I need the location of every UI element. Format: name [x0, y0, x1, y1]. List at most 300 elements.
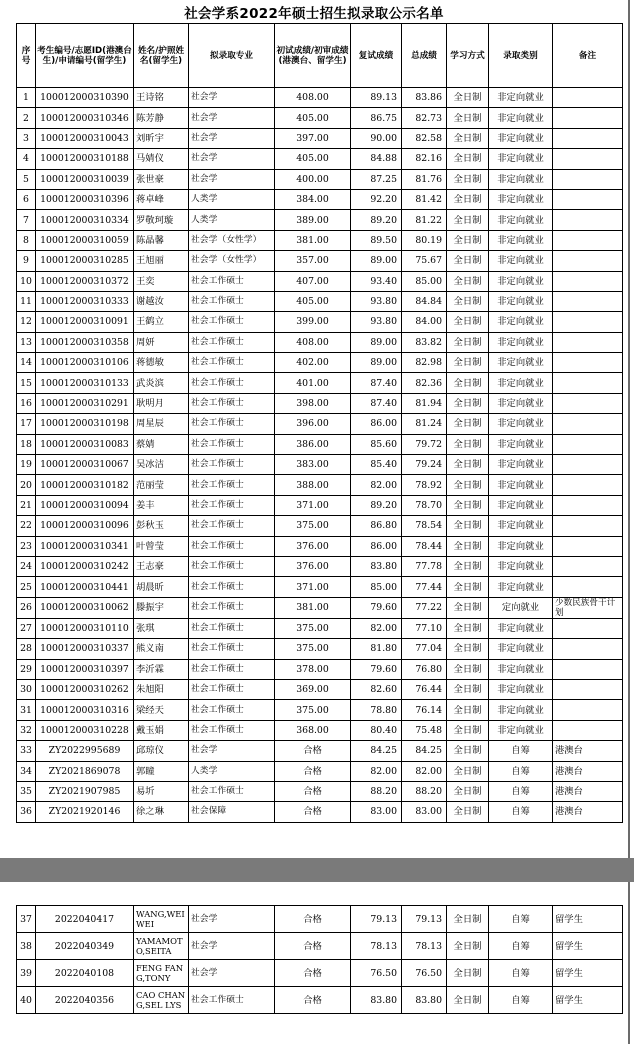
table-row [17, 741, 623, 761]
remark: 港澳台 [553, 802, 623, 822]
total-score: 83.80 [402, 987, 447, 1014]
admission-table-continued [16, 905, 623, 1014]
retest-score: 82.60 [351, 679, 402, 699]
table-row [17, 414, 623, 434]
candidate-id: 100012000310390 [36, 88, 134, 108]
major: 社会工作硕士 [189, 597, 275, 618]
admission-type: 非定向就业 [489, 271, 553, 291]
remark: 港澳台 [553, 741, 623, 761]
admission-type: 自筹 [489, 761, 553, 781]
initial-score: 369.00 [275, 679, 351, 699]
major: 社会工作硕士 [189, 556, 275, 576]
remark [553, 251, 623, 271]
row-number: 30 [17, 679, 36, 699]
row-number: 32 [17, 720, 36, 740]
remark [553, 108, 623, 128]
admission-type: 非定向就业 [489, 189, 553, 209]
candidate-name: 郭瞳 [134, 761, 189, 781]
study-mode: 全日制 [447, 434, 489, 454]
remark [553, 373, 623, 393]
major: 社会工作硕士 [189, 495, 275, 515]
study-mode: 全日制 [447, 271, 489, 291]
admission-type: 非定向就业 [489, 373, 553, 393]
candidate-name: 耿明月 [134, 393, 189, 413]
retest-score: 82.00 [351, 475, 402, 495]
initial-score: 396.00 [275, 414, 351, 434]
candidate-id: 100012000310341 [36, 536, 134, 556]
retest-score: 79.13 [351, 906, 402, 933]
remark: 港澳台 [553, 781, 623, 801]
study-mode: 全日制 [447, 393, 489, 413]
retest-score: 89.20 [351, 495, 402, 515]
admission-type: 非定向就业 [489, 108, 553, 128]
row-number: 14 [17, 353, 36, 373]
row-number: 9 [17, 251, 36, 271]
remark [553, 434, 623, 454]
retest-score: 84.88 [351, 149, 402, 169]
row-number: 28 [17, 639, 36, 659]
total-score: 85.00 [402, 271, 447, 291]
admission-type: 非定向就业 [489, 312, 553, 332]
study-mode: 全日制 [447, 128, 489, 148]
row-number: 31 [17, 700, 36, 720]
study-mode: 全日制 [447, 577, 489, 597]
remark [553, 516, 623, 536]
admission-type: 非定向就业 [489, 720, 553, 740]
total-score: 82.00 [402, 761, 447, 781]
initial-score: 371.00 [275, 495, 351, 515]
initial-score: 合格 [275, 761, 351, 781]
study-mode: 全日制 [447, 210, 489, 230]
table-row [17, 597, 623, 618]
study-mode: 全日制 [447, 659, 489, 679]
remark [553, 495, 623, 515]
major: 社会学 [189, 933, 275, 960]
remark: 留学生 [553, 933, 623, 960]
table-row [17, 88, 623, 108]
table-row [17, 291, 623, 311]
candidate-id: 100012000310396 [36, 189, 134, 209]
total-score: 78.44 [402, 536, 447, 556]
admission-type: 非定向就业 [489, 577, 553, 597]
remark [553, 475, 623, 495]
total-score: 82.98 [402, 353, 447, 373]
remark: 留学生 [553, 906, 623, 933]
remark [553, 393, 623, 413]
initial-score: 386.00 [275, 434, 351, 454]
initial-score: 合格 [275, 933, 351, 960]
study-mode: 全日制 [447, 960, 489, 987]
study-mode: 全日制 [447, 353, 489, 373]
major: 社会学 [189, 108, 275, 128]
initial-score: 400.00 [275, 169, 351, 189]
retest-score: 89.00 [351, 353, 402, 373]
total-score: 81.76 [402, 169, 447, 189]
candidate-id: 100012000310133 [36, 373, 134, 393]
candidate-name: 徐之琳 [134, 802, 189, 822]
row-number: 2 [17, 108, 36, 128]
total-score: 81.22 [402, 210, 447, 230]
remark [553, 639, 623, 659]
table-row [17, 434, 623, 454]
major: 社会学 [189, 88, 275, 108]
major: 社会学（女性学） [189, 230, 275, 250]
candidate-name: 王诗铭 [134, 88, 189, 108]
candidate-name: 马婧仪 [134, 149, 189, 169]
candidate-id: 100012000310262 [36, 679, 134, 699]
remark [553, 291, 623, 311]
retest-score: 83.80 [351, 556, 402, 576]
remark [553, 169, 623, 189]
candidate-name: 梁经天 [134, 700, 189, 720]
table-row [17, 802, 623, 822]
candidate-name: 彭秋玉 [134, 516, 189, 536]
remark [553, 210, 623, 230]
table-row [17, 906, 623, 933]
row-number: 37 [17, 906, 36, 933]
major: 社会工作硕士 [189, 781, 275, 801]
study-mode: 全日制 [447, 230, 489, 250]
study-mode: 全日制 [447, 108, 489, 128]
admission-type: 自筹 [489, 906, 553, 933]
table-row [17, 516, 623, 536]
total-score: 76.14 [402, 700, 447, 720]
total-score: 82.16 [402, 149, 447, 169]
row-number: 13 [17, 332, 36, 352]
retest-score: 86.75 [351, 108, 402, 128]
row-number: 20 [17, 475, 36, 495]
total-score: 84.00 [402, 312, 447, 332]
major: 社会工作硕士 [189, 536, 275, 556]
candidate-id: ZY2022995689 [36, 741, 134, 761]
major: 社会学（女性学） [189, 251, 275, 271]
total-score: 76.50 [402, 960, 447, 987]
study-mode: 全日制 [447, 312, 489, 332]
candidate-name: 邱琼仪 [134, 741, 189, 761]
candidate-id: 100012000310067 [36, 455, 134, 475]
document-title: 社会学系2022年硕士招生拟录取公示名单 [184, 6, 444, 22]
initial-score: 407.00 [275, 271, 351, 291]
candidate-name: 蒋卓峰 [134, 189, 189, 209]
remark [553, 332, 623, 352]
admission-type: 非定向就业 [489, 700, 553, 720]
initial-score: 368.00 [275, 720, 351, 740]
admission-type: 非定向就业 [489, 618, 553, 638]
header-cell: 拟录取专业 [189, 24, 275, 88]
major: 社会工作硕士 [189, 373, 275, 393]
remark [553, 414, 623, 434]
table-row [17, 536, 623, 556]
table-row [17, 475, 623, 495]
row-number: 11 [17, 291, 36, 311]
remark: 港澳台 [553, 761, 623, 781]
study-mode: 全日制 [447, 781, 489, 801]
total-score: 77.44 [402, 577, 447, 597]
candidate-name: 张琪 [134, 618, 189, 638]
retest-score: 93.80 [351, 312, 402, 332]
row-number: 7 [17, 210, 36, 230]
remark [553, 271, 623, 291]
study-mode: 全日制 [447, 802, 489, 822]
retest-score: 83.00 [351, 802, 402, 822]
candidate-id: ZY2021907985 [36, 781, 134, 801]
row-number: 12 [17, 312, 36, 332]
total-score: 81.24 [402, 414, 447, 434]
major: 社会工作硕士 [189, 353, 275, 373]
total-score: 76.80 [402, 659, 447, 679]
candidate-id: 100012000310333 [36, 291, 134, 311]
row-number: 17 [17, 414, 36, 434]
study-mode: 全日制 [447, 516, 489, 536]
study-mode: 全日制 [447, 414, 489, 434]
row-number: 36 [17, 802, 36, 822]
candidate-id: 100012000310096 [36, 516, 134, 536]
admission-type: 非定向就业 [489, 639, 553, 659]
header-row [17, 24, 623, 88]
major: 社会工作硕士 [189, 659, 275, 679]
retest-score: 85.00 [351, 577, 402, 597]
major: 社会工作硕士 [189, 271, 275, 291]
remark [553, 556, 623, 576]
study-mode: 全日制 [447, 679, 489, 699]
total-score: 78.13 [402, 933, 447, 960]
study-mode: 全日制 [447, 639, 489, 659]
candidate-name: 滕振宇 [134, 597, 189, 618]
page-separator [0, 858, 634, 882]
table-row [17, 933, 623, 960]
admission-type: 自筹 [489, 987, 553, 1014]
row-number: 19 [17, 455, 36, 475]
remark [553, 618, 623, 638]
candidate-id: 100012000310188 [36, 149, 134, 169]
row-number: 23 [17, 536, 36, 556]
candidate-id: 100012000310372 [36, 271, 134, 291]
initial-score: 375.00 [275, 639, 351, 659]
row-number: 38 [17, 933, 36, 960]
table-row [17, 639, 623, 659]
admission-type: 非定向就业 [489, 230, 553, 250]
remark [553, 720, 623, 740]
candidate-id: 100012000310059 [36, 230, 134, 250]
major: 社会学 [189, 741, 275, 761]
total-score: 84.25 [402, 741, 447, 761]
study-mode: 全日制 [447, 720, 489, 740]
table-row [17, 455, 623, 475]
retest-score: 86.80 [351, 516, 402, 536]
admission-type: 自筹 [489, 960, 553, 987]
total-score: 83.82 [402, 332, 447, 352]
table-row [17, 781, 623, 801]
admission-type: 非定向就业 [489, 495, 553, 515]
row-number: 4 [17, 149, 36, 169]
table-row [17, 312, 623, 332]
candidate-name: 姜丰 [134, 495, 189, 515]
table-row [17, 761, 623, 781]
row-number: 35 [17, 781, 36, 801]
candidate-name: 罗敬珂璇 [134, 210, 189, 230]
initial-score: 合格 [275, 960, 351, 987]
candidate-name: 周星辰 [134, 414, 189, 434]
initial-score: 405.00 [275, 149, 351, 169]
admission-type: 自筹 [489, 781, 553, 801]
initial-score: 389.00 [275, 210, 351, 230]
row-number: 1 [17, 88, 36, 108]
major: 社会工作硕士 [189, 291, 275, 311]
retest-score: 88.20 [351, 781, 402, 801]
row-number: 5 [17, 169, 36, 189]
retest-score: 78.80 [351, 700, 402, 720]
admission-type: 自筹 [489, 933, 553, 960]
candidate-name: 蒋德敏 [134, 353, 189, 373]
initial-score: 397.00 [275, 128, 351, 148]
row-number: 16 [17, 393, 36, 413]
candidate-name: 陈芳静 [134, 108, 189, 128]
total-score: 82.58 [402, 128, 447, 148]
initial-score: 408.00 [275, 88, 351, 108]
admission-type: 非定向就业 [489, 88, 553, 108]
major: 社会学 [189, 128, 275, 148]
table-row [17, 495, 623, 515]
major: 社会学 [189, 149, 275, 169]
table-row [17, 618, 623, 638]
retest-score: 87.25 [351, 169, 402, 189]
study-mode: 全日制 [447, 933, 489, 960]
remark [553, 353, 623, 373]
admission-type: 非定向就业 [489, 434, 553, 454]
candidate-name: 胡晨昕 [134, 577, 189, 597]
row-number: 34 [17, 761, 36, 781]
remark [553, 230, 623, 250]
total-score: 83.00 [402, 802, 447, 822]
table-row [17, 556, 623, 576]
total-score: 77.78 [402, 556, 447, 576]
retest-score: 93.40 [351, 271, 402, 291]
table-row [17, 251, 623, 271]
remark [553, 189, 623, 209]
row-number: 6 [17, 189, 36, 209]
admission-type: 非定向就业 [489, 659, 553, 679]
retest-score: 87.40 [351, 373, 402, 393]
retest-score: 82.00 [351, 761, 402, 781]
major: 社会工作硕士 [189, 516, 275, 536]
candidate-name: CAO CHANG,SEL LYS [134, 987, 189, 1014]
retest-score: 78.13 [351, 933, 402, 960]
table-row [17, 393, 623, 413]
study-mode: 全日制 [447, 189, 489, 209]
candidate-name: 李沂霖 [134, 659, 189, 679]
retest-score: 89.50 [351, 230, 402, 250]
admission-type: 非定向就业 [489, 393, 553, 413]
candidate-id: ZY2021920146 [36, 802, 134, 822]
study-mode: 全日制 [447, 475, 489, 495]
table-row [17, 373, 623, 393]
header-cell: 姓名/护照姓名(留学生) [134, 24, 189, 88]
table-row [17, 659, 623, 679]
total-score: 79.24 [402, 455, 447, 475]
total-score: 81.42 [402, 189, 447, 209]
admission-type: 非定向就业 [489, 128, 553, 148]
total-score: 88.20 [402, 781, 447, 801]
row-number: 25 [17, 577, 36, 597]
initial-score: 402.00 [275, 353, 351, 373]
header-cell: 备注 [553, 24, 623, 88]
retest-score: 89.00 [351, 251, 402, 271]
candidate-name: 谢越汝 [134, 291, 189, 311]
retest-score: 79.60 [351, 659, 402, 679]
admission-type: 非定向就业 [489, 536, 553, 556]
remark [553, 679, 623, 699]
study-mode: 全日制 [447, 169, 489, 189]
candidate-id: 100012000310358 [36, 332, 134, 352]
major: 社会工作硕士 [189, 434, 275, 454]
table-row [17, 353, 623, 373]
document-page-2 [0, 882, 630, 1044]
study-mode: 全日制 [447, 495, 489, 515]
retest-score: 89.00 [351, 332, 402, 352]
candidate-name: 刘昕宇 [134, 128, 189, 148]
initial-score: 合格 [275, 987, 351, 1014]
candidate-id: 100012000310285 [36, 251, 134, 271]
total-score: 77.22 [402, 597, 447, 618]
admission-table [16, 23, 623, 823]
candidate-id: 100012000310083 [36, 434, 134, 454]
total-score: 82.73 [402, 108, 447, 128]
initial-score: 378.00 [275, 659, 351, 679]
admission-type: 非定向就业 [489, 475, 553, 495]
retest-score: 85.60 [351, 434, 402, 454]
retest-score: 86.00 [351, 536, 402, 556]
row-number: 21 [17, 495, 36, 515]
study-mode: 全日制 [447, 455, 489, 475]
candidate-name: 王奕 [134, 271, 189, 291]
total-score: 84.84 [402, 291, 447, 311]
table-row [17, 332, 623, 352]
major: 人类学 [189, 189, 275, 209]
admission-type: 非定向就业 [489, 332, 553, 352]
study-mode: 全日制 [447, 618, 489, 638]
header-cell: 复试成绩 [351, 24, 402, 88]
retest-score: 85.40 [351, 455, 402, 475]
remark: 少数民族骨干计划 [553, 597, 623, 618]
candidate-id: 100012000310091 [36, 312, 134, 332]
remark: 留学生 [553, 960, 623, 987]
candidate-name: 戴玉娟 [134, 720, 189, 740]
table-row [17, 960, 623, 987]
admission-type: 非定向就业 [489, 455, 553, 475]
total-score: 77.10 [402, 618, 447, 638]
study-mode: 全日制 [447, 987, 489, 1014]
candidate-id: 100012000310182 [36, 475, 134, 495]
initial-score: 398.00 [275, 393, 351, 413]
major: 社会学 [189, 960, 275, 987]
study-mode: 全日制 [447, 906, 489, 933]
major: 社会工作硕士 [189, 577, 275, 597]
study-mode: 全日制 [447, 536, 489, 556]
candidate-name: 王鹤立 [134, 312, 189, 332]
initial-score: 401.00 [275, 373, 351, 393]
admission-type: 非定向就业 [489, 516, 553, 536]
retest-score: 76.50 [351, 960, 402, 987]
candidate-name: 王志豪 [134, 556, 189, 576]
retest-score: 81.80 [351, 639, 402, 659]
major: 社会工作硕士 [189, 639, 275, 659]
candidate-name: 武炎滨 [134, 373, 189, 393]
admission-type: 自筹 [489, 741, 553, 761]
major: 社会工作硕士 [189, 475, 275, 495]
admission-type: 定向就业 [489, 597, 553, 618]
total-score: 83.86 [402, 88, 447, 108]
candidate-name: 叶曾莹 [134, 536, 189, 556]
